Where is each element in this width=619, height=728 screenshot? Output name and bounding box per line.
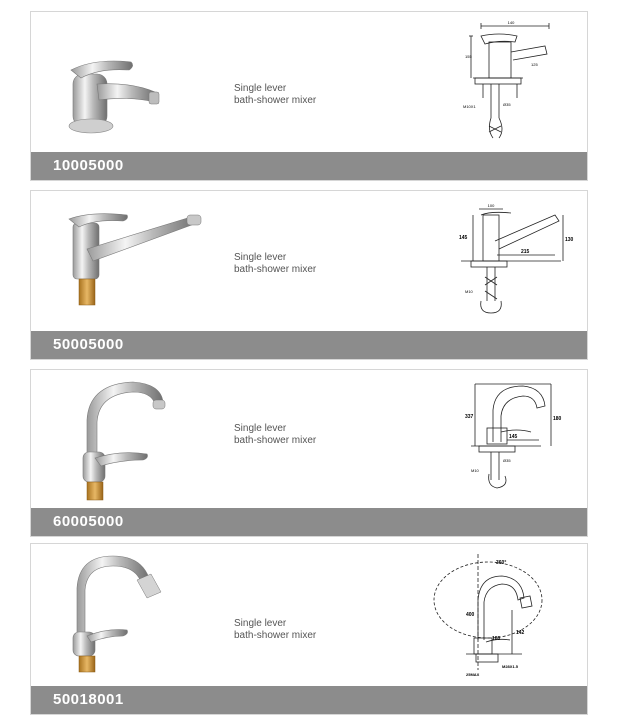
dim-label: 180 <box>553 416 562 422</box>
faucet-photo-flexible-spout-mixer <box>51 548 221 678</box>
product-code: 60005000 <box>53 513 124 530</box>
dim-label: 155 <box>465 54 472 59</box>
description-line1: Single lever <box>234 83 287 94</box>
product-code: 10005000 <box>53 157 124 174</box>
dim-label: 337 <box>465 414 474 420</box>
description-line2: bath-shower mixer <box>234 435 317 446</box>
product-code: 50005000 <box>53 336 124 353</box>
faucet-photo-long-spout-mixer <box>51 203 221 333</box>
description-line2: bath-shower mixer <box>234 630 317 641</box>
product-description <box>234 252 316 276</box>
product-card <box>30 190 588 360</box>
product-card <box>30 543 588 715</box>
dim-label: M10 <box>471 468 479 473</box>
dim-label: 140 <box>507 20 515 25</box>
product-code: 50018001 <box>53 691 124 708</box>
technical-drawing <box>461 18 571 148</box>
faucet-photo-basin-mixer <box>51 22 221 152</box>
dim-label: 400 <box>466 612 475 618</box>
dim-label: Ø35 <box>503 102 511 107</box>
dim-label: 215 <box>521 249 530 255</box>
product-code-bar <box>31 331 587 359</box>
product-description <box>234 618 316 642</box>
dim-label: 100 <box>487 203 495 208</box>
product-card <box>30 369 588 537</box>
product-description <box>234 423 316 447</box>
technical-drawing <box>426 550 556 680</box>
dim-label: 25MAX <box>466 672 480 677</box>
faucet-photo-swan-neck-mixer <box>51 374 221 504</box>
dim-label: M28X1.5 <box>502 664 519 669</box>
dim-label: 360° <box>496 560 507 566</box>
technical-drawing <box>451 201 581 321</box>
dim-label: 130 <box>565 237 574 243</box>
dim-label: 145 <box>459 235 468 241</box>
description-line2: bath-shower mixer <box>234 95 317 106</box>
dim-label: M10X1 <box>463 104 476 109</box>
description-line1: Single lever <box>234 252 287 263</box>
product-card <box>30 11 588 181</box>
dim-label: 145 <box>509 434 518 440</box>
product-code-bar <box>31 686 587 714</box>
product-code-bar <box>31 152 587 180</box>
description-line1: Single lever <box>234 423 287 434</box>
dim-label: 125 <box>531 62 538 67</box>
description-line1: Single lever <box>234 618 287 629</box>
product-description <box>234 83 316 107</box>
technical-drawing <box>451 376 571 496</box>
dim-label: 142 <box>516 630 525 636</box>
product-code-bar <box>31 508 587 536</box>
dim-label: 180 <box>492 636 501 642</box>
dim-label: M10 <box>465 289 473 294</box>
description-line2: bath-shower mixer <box>234 264 317 275</box>
dim-label: Ø35 <box>503 458 511 463</box>
